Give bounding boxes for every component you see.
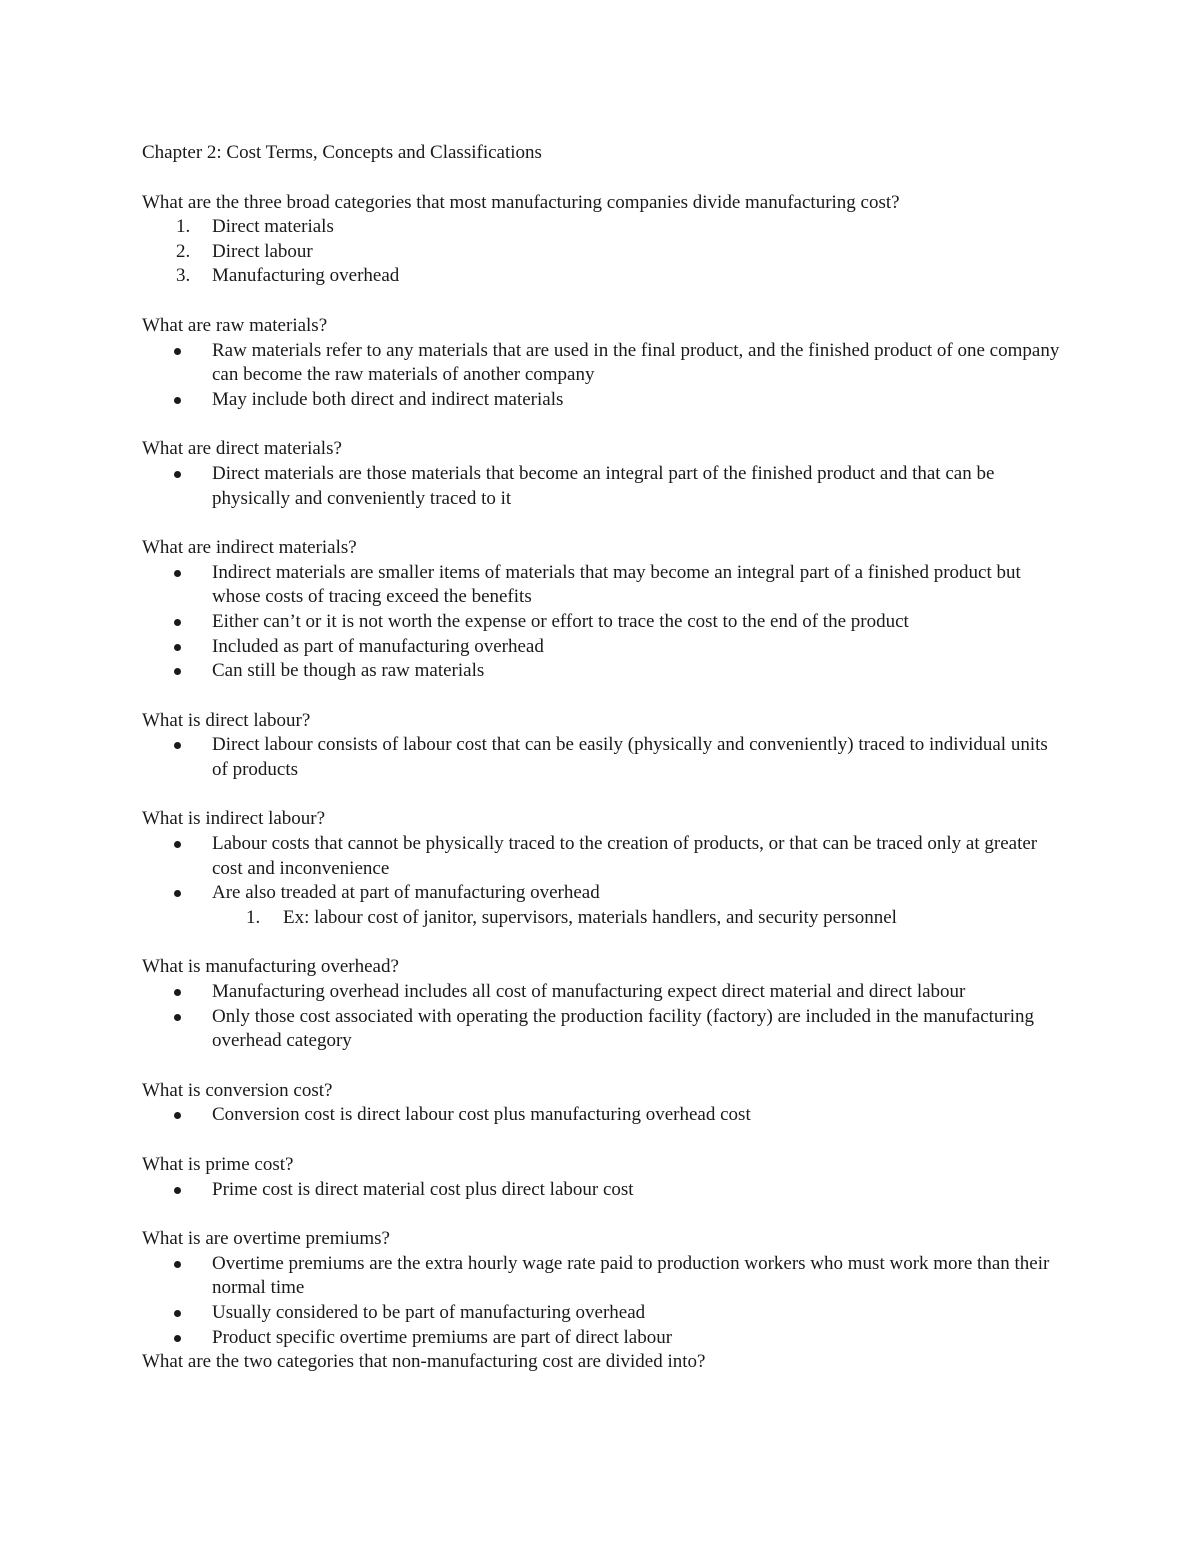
list-number: 3. — [176, 265, 191, 287]
list-item — [142, 462, 1062, 511]
page-title: Chapter 2: Cost Terms, Concepts and Classifications — [142, 142, 542, 163]
list-item-text: Only those cost associated with operating the production facility (factory) are included in the manufacturing overhead category — [212, 1005, 1035, 1052]
list-item-text: Can still be though as raw materials — [212, 660, 485, 682]
numbered-sublist — [142, 906, 1062, 931]
list-item — [142, 240, 1062, 265]
list-item — [142, 561, 1062, 610]
list-item — [142, 1326, 1062, 1351]
qa-section — [142, 807, 1062, 930]
list-item-text: Raw materials refer to any materials that are used in the final product, and the finished product of one company can become the raw materials of another company — [212, 339, 1060, 386]
section-question: What is manufacturing overhead? — [142, 956, 399, 978]
sublist-item-text: Ex: labour cost of janitor, supervisors, materials handlers, and security personnel — [283, 906, 897, 928]
list-item-text: Prime cost is direct material cost plus direct labour cost — [212, 1178, 634, 1200]
list-item — [142, 215, 1062, 240]
section-question: What is direct labour? — [142, 709, 311, 731]
qa-section — [142, 1350, 1062, 1375]
list-item-text: Direct materials — [212, 216, 334, 238]
qa-section — [142, 191, 1062, 289]
list-item — [142, 1178, 1062, 1203]
list-item — [142, 264, 1062, 289]
bullet-list — [142, 1252, 1062, 1350]
qa-section — [142, 1153, 1062, 1202]
bullet-list — [142, 1103, 1062, 1128]
list-item-text: Manufacturing overhead — [212, 265, 400, 287]
bullet-list — [142, 561, 1062, 684]
qa-section — [142, 709, 1062, 783]
sublist-item — [142, 906, 1062, 931]
list-item — [142, 339, 1062, 388]
section-question: What is conversion cost? — [142, 1079, 333, 1101]
bullet-list — [142, 832, 1062, 930]
bullet-list — [142, 339, 1062, 413]
list-item — [142, 980, 1062, 1005]
qa-section — [142, 314, 1062, 412]
list-item — [142, 1103, 1062, 1128]
document-content — [142, 141, 1062, 1400]
numbered-list — [142, 215, 1062, 289]
list-item-text: Direct labour consists of labour cost that can be easily (physically and conveniently) traced to individual units of products — [212, 734, 1048, 780]
section-question: What are indirect materials? — [142, 537, 357, 559]
list-item-text: May include both direct and indirect materials — [212, 388, 564, 410]
qa-section — [142, 1079, 1062, 1128]
list-item — [142, 1252, 1062, 1301]
section-question: What are direct materials? — [142, 438, 342, 460]
bullet-list — [142, 980, 1062, 1054]
list-item-text: Are also treaded at part of manufacturing overhead — [212, 882, 600, 904]
sections-container — [142, 191, 1062, 1375]
list-item — [142, 881, 1062, 930]
section-question: What are raw materials? — [142, 314, 328, 336]
qa-section — [142, 955, 1062, 1053]
qa-section — [142, 437, 1062, 511]
list-item-text: Overtime premiums are the extra hourly wage rate paid to production workers who must work more than their normal time — [212, 1252, 1050, 1299]
section-question: What are the three broad categories that most manufacturing companies divide manufacturing cost? — [142, 191, 900, 213]
list-item-text: Labour costs that cannot be physically traced to the creation of products, or that can be traced only at greater cost and inconvenience — [212, 833, 1038, 879]
list-item — [142, 635, 1062, 660]
list-item-text: Product specific overtime premiums are part of direct labour — [212, 1326, 673, 1348]
list-item — [142, 610, 1062, 635]
list-item-text: Indirect materials are smaller items of materials that may become an integral part of a finished product but whose costs of tracing exceed the benefits — [212, 561, 1021, 608]
list-item-text: Manufacturing overhead includes all cost of manufacturing expect direct material and direct labour — [212, 981, 966, 1003]
list-number: 2. — [176, 240, 191, 262]
section-question: What is prime cost? — [142, 1154, 294, 1175]
bullet-list — [142, 1178, 1062, 1203]
section-question: What is are overtime premiums? — [142, 1228, 390, 1250]
list-item-text: Conversion cost is direct labour cost plus manufacturing overhead cost — [212, 1104, 751, 1126]
list-item — [142, 1301, 1062, 1326]
bullet-list — [142, 462, 1062, 511]
list-item-text: Direct materials are those materials that become an integral part of the finished product and that can be physically and conveniently traced to it — [212, 462, 995, 509]
qa-section — [142, 1227, 1062, 1350]
list-item-text: Either can’t or it is not worth the expense or effort to trace the cost to the end of the product — [212, 610, 909, 632]
list-item — [142, 733, 1062, 782]
list-item-text: Direct labour — [212, 240, 313, 262]
list-item — [142, 388, 1062, 413]
qa-section — [142, 536, 1062, 684]
section-question: What are the two categories that non-manufacturing cost are divided into? — [142, 1351, 706, 1373]
list-item — [142, 659, 1062, 684]
list-item — [142, 832, 1062, 881]
list-number: 1. — [246, 906, 261, 928]
list-number: 1. — [176, 216, 191, 238]
list-item-text: Included as part of manufacturing overhead — [212, 635, 544, 657]
section-question: What is indirect labour? — [142, 808, 326, 830]
list-item — [142, 1005, 1062, 1054]
list-item-text: Usually considered to be part of manufacturing overhead — [212, 1301, 646, 1323]
bullet-list — [142, 733, 1062, 782]
